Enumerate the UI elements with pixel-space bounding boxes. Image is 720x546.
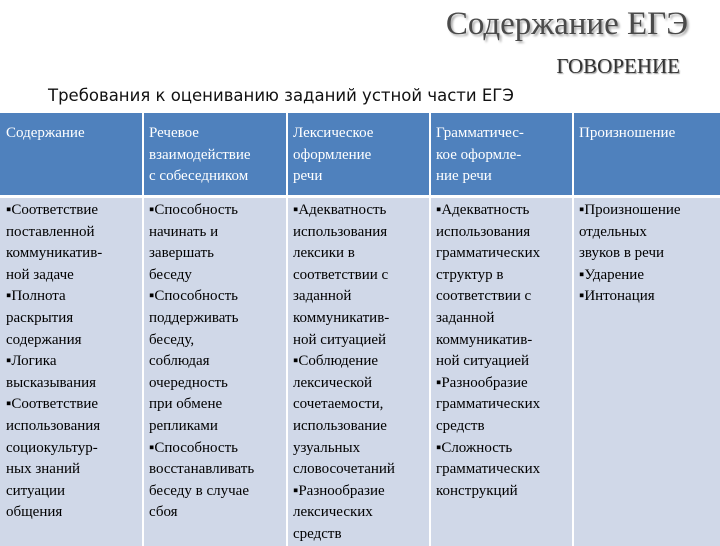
requirements-table <box>0 113 720 546</box>
table-header-row <box>0 113 720 197</box>
cell-lexical: ▪Адекватность использования лексики в соответствии с заданной коммуникатив- ной ситуацией ▪Соблюдение лексической сочетаемости, использование узуальных словосочетаний ▪Разнообразие лексических средств <box>287 197 430 546</box>
cell-pronunciation: ▪Произношение отдельных звуков в речи ▪Ударение ▪Интонация <box>573 197 720 546</box>
header-pronunciation: Произношение <box>573 113 720 197</box>
slide-subtitle: ГОВОРЕНИЕ <box>556 54 680 78</box>
cell-interaction: ▪Способность начинать и завершать беседу ▪Способность поддерживать беседу, соблюдая очередность при обмене репликами ▪Способность восстанавливать беседу в случае сбоя <box>143 197 287 546</box>
header-interaction: Речевое взаимодействие с собеседником <box>143 113 287 197</box>
cell-grammar: ▪Адекватность использования грамматических структур в соответствии с заданной коммуникатив- ной ситуацией ▪Разнообразие грамматических средств ▪Сложность грамматических конструкций <box>430 197 573 546</box>
table-row <box>0 197 720 546</box>
slide-title: Содержание ЕГЭ <box>445 6 688 42</box>
header-grammar: Грамматичес- кое оформле- ние речи <box>430 113 573 197</box>
table-caption: Требования к оцениванию заданий устной части ЕГЭ <box>48 86 514 105</box>
header-lexical: Лексическое оформление речи <box>287 113 430 197</box>
cell-content: ▪Соответствие поставленной коммуникатив- ной задаче ▪Полнота раскрытия содержания ▪Логика высказывания ▪Соответствие использования социокультур- ных знаний ситуации общения <box>0 197 143 546</box>
header-content: Содержание <box>0 113 143 197</box>
